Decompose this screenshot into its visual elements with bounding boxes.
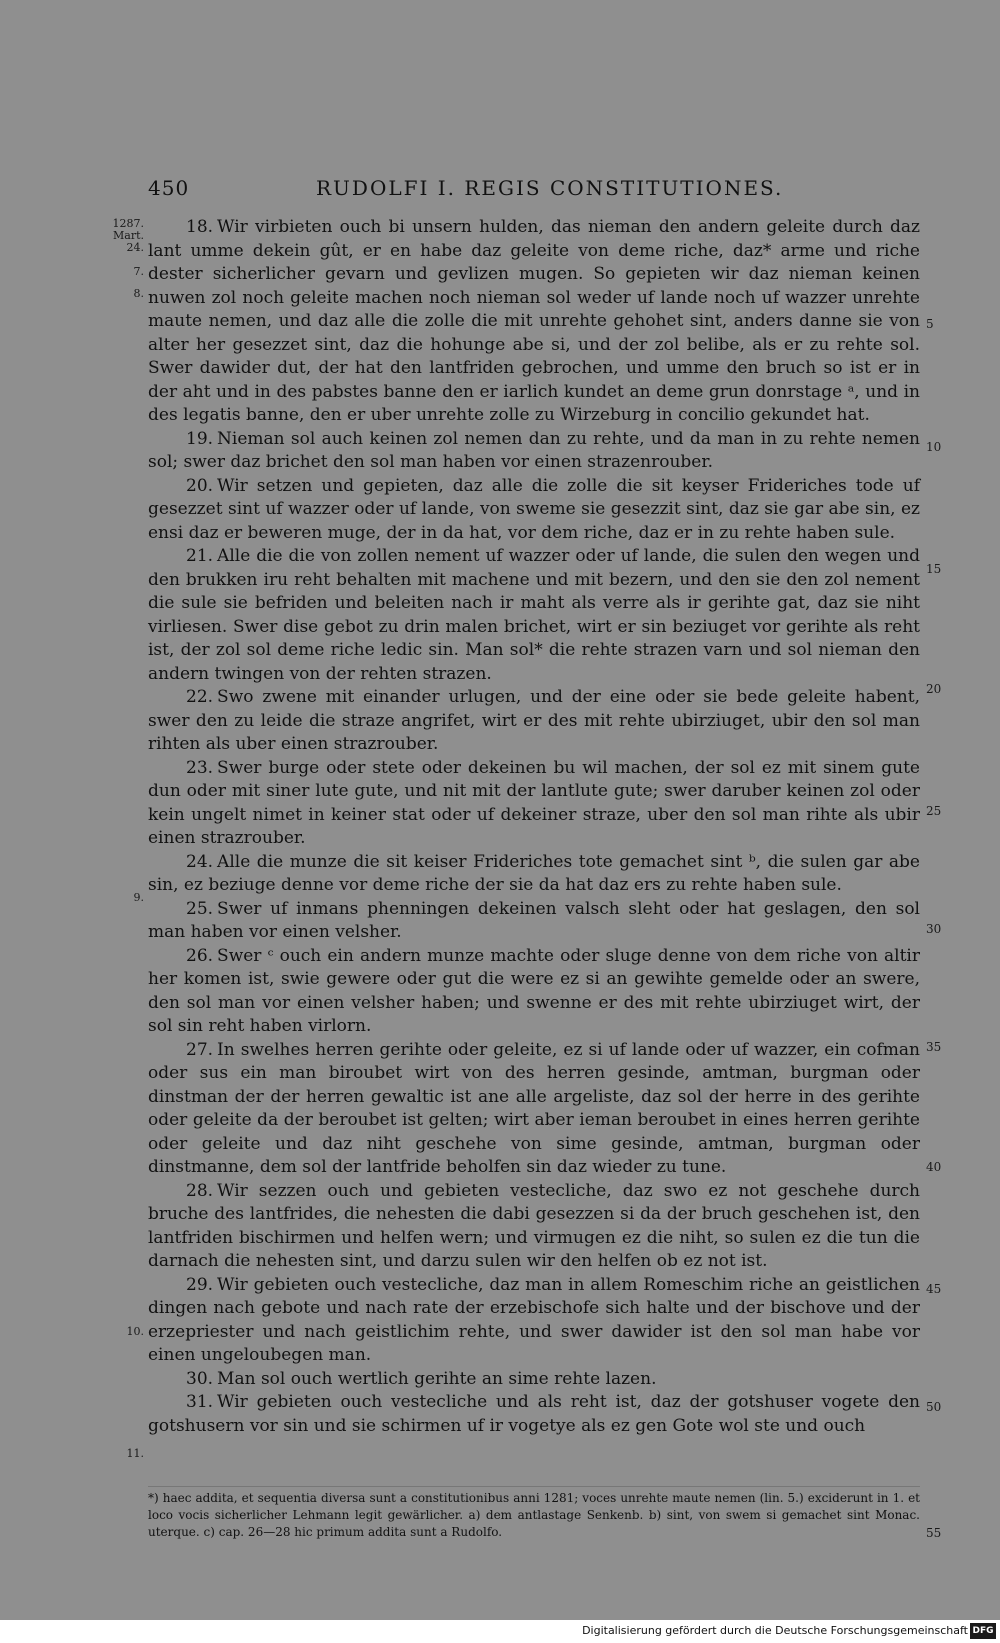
paragraph bbox=[148, 1039, 920, 1180]
line-number: 45 bbox=[926, 1282, 942, 1296]
footnotes bbox=[148, 1490, 920, 1541]
paragraph-text: Wir gebieten ouch vestecliche und als reht ist, daz der gotshuser vogete den gotshusern vor sin und sie schirmen uf ir vogetye als ez gen Gote wol ste und ouch bbox=[148, 1392, 920, 1436]
paragraph-text: Nieman sol auch keinen zol nemen dan zu rehte, und da man in zu rehte nemen sol; swer daz brichet den sol man haben vor einen strazenrouber. bbox=[148, 428, 920, 472]
line-number: 55 bbox=[926, 1526, 942, 1540]
paragraph bbox=[148, 216, 920, 428]
dfg-banner-text: Digitalisierung gefördert durch die Deutsche Forschungsgemeinschaft bbox=[582, 1624, 968, 1637]
paragraph-number: 18. bbox=[186, 217, 214, 237]
paragraph bbox=[148, 1274, 920, 1368]
paragraph bbox=[148, 757, 920, 851]
margin-note: 9. bbox=[133, 891, 144, 904]
running-head bbox=[148, 176, 920, 206]
paragraph-number: 27. bbox=[186, 1039, 214, 1060]
dfg-banner bbox=[0, 1620, 1000, 1643]
line-number: 40 bbox=[926, 1160, 942, 1174]
paragraph-text: In swelhes herren gerihte oder geleite, ez si uf lande oder uf wazzer, ein cofman oder sus ein man biroubet wirt von des herren gesinde, amtman, burgman oder dinstman der der herren gewaltic ist ane alle argeliste, daz sol der herre in des gerihte oder geleite da der beroubet ist gelten; wirt aber ieman beroubet in eines herren gerihte oder geleite und daz niht geschehe von sime gesinde, amtman, burgman oder dinstmanne, dem sol der lantfride beholfen sin daz wieder zu tune. bbox=[148, 1039, 920, 1177]
main-text bbox=[148, 216, 920, 1438]
paragraph-text: Man sol ouch wertlich gerihte an sime rehte lazen. bbox=[217, 1368, 657, 1389]
paragraph bbox=[148, 898, 920, 945]
paragraph-text: Alle die munze die sit keiser Frideriches tote gemachet sint ᵇ, die sulen gar abe sin, ez beziuge denne vor deme riche der sie da hat daz ers zu rehte haben sule. bbox=[148, 851, 920, 895]
footnote: *) haec addita, et sequentia diversa sunt a constitutionibus anni 1281; voces unrehte maute nemen (lin. 5.) exciderunt in 1. et loco vocis sicherlicher Lehmann legit gewärlicher. a) dem antlastage Senkenb. b) sint, von swem si gemachet sint Monac. uterque. c) cap. 26—28 hic primum addita sunt a Rudolfo. bbox=[148, 1491, 920, 1539]
paragraph bbox=[148, 1368, 920, 1392]
line-number: 15 bbox=[926, 562, 942, 576]
paragraph-number: 20. bbox=[186, 475, 214, 496]
line-number: 25 bbox=[926, 804, 942, 818]
footnote-divider bbox=[148, 1486, 920, 1487]
paragraph bbox=[148, 1391, 920, 1438]
paragraph-text: Wir virbieten ouch bi unsern hulden, das nieman den andern geleite durch daz lant umme dekein gût, er en habe daz geleite von deme riche, daz* arme und riche dester sicherlicher gevarn und gevlizen mugen. So gepieten wir daz nieman keinen nuwen zol noch geleite machen noch nieman sol weder uf lande noch uf wazzer unrehte maute nemen, und daz alle die zolle die mit unrehte gehohet sint, anders danne sie von alter her gesezzet sint, daz die hohunge abe si, und der zol belibe, als er zu rehte sol. Swer dawider dut, der hat den lantfriden gebrochen, und umme den bruch so ist er in der aht und in des pabstes banne den er iarlich kundet an deme grun donrstage ᵃ, und in des legatis banne, den er uber unrehte zolle zu Wirzeburg in concilio gekundet hat. bbox=[148, 217, 920, 425]
paragraph-number: 31. bbox=[186, 1392, 214, 1412]
paragraph-text: Wir gebieten ouch vestecliche, daz man in allem Romeschim riche an geistlichen dingen nach gebote und nach rate der erzebischofe sich halte und der bischove und der erzepriester und nach geistlichim rehte, und swer dawider ist den sol man habe vor einen ungeloubegen man. bbox=[148, 1274, 920, 1365]
line-number: 10 bbox=[926, 440, 942, 454]
margin-note: 11. bbox=[126, 1447, 144, 1460]
line-number: 50 bbox=[926, 1400, 942, 1414]
paragraph-text: Swer burge oder stete oder dekeinen bu wil machen, der sol ez mit sinem gute dun oder mit siner lute gute, und nit mit der lantlute gute; swer daruber keinen zol oder kein ungelt nimet in keiner stat oder uf dekeiner straze, uber den sol man rihte als ubir einen strazrouber. bbox=[148, 757, 920, 848]
paragraph bbox=[148, 686, 920, 757]
paragraph-number: 21. bbox=[186, 546, 214, 566]
paragraph-number: 25. bbox=[186, 898, 214, 919]
paragraph bbox=[148, 475, 920, 546]
paragraph-number: 22. bbox=[186, 687, 214, 707]
page-number: 450 bbox=[148, 176, 190, 200]
margin-note: 8. bbox=[133, 287, 144, 300]
margin-note: 1287. Mart. 24. bbox=[112, 217, 144, 254]
paragraph-number: 26. bbox=[186, 945, 214, 966]
margin-note: 7. bbox=[133, 265, 144, 278]
dfg-logo-icon: DFG bbox=[970, 1623, 996, 1639]
paragraph bbox=[148, 1180, 920, 1274]
paragraph-number: 28. bbox=[186, 1180, 214, 1201]
paragraph-text: Wir sezzen ouch und gebieten vestecliche, daz swo ez not geschehe durch bruche des lantfrides, die nehesten die dabi gesezzen si da der bruch geschehen ist, den lantfriden bischirmen und helfen wern; und virmugen ez die niht, so sulen ez die tun die darnach die nehesten sint, und darzu sulen wir den helfen ob ez not ist. bbox=[148, 1180, 920, 1271]
paragraph-text: Swer ᶜ ouch ein andern munze machte oder sluge denne von dem riche von altir her komen ist, swie gewere oder gut die were ez si an gewihte gemelde oder an swere, den sol man vor einen velsher haben; und swenne er des mit rehte ubirziuget wirt, der sol sin reht haben virlorn. bbox=[148, 945, 920, 1036]
margin-note: 10. bbox=[126, 1325, 144, 1338]
paragraph-number: 30. bbox=[186, 1368, 214, 1389]
paragraph-number: 24. bbox=[186, 851, 214, 872]
paragraph bbox=[148, 545, 920, 686]
line-number: 30 bbox=[926, 922, 942, 936]
paragraph-number: 23. bbox=[186, 757, 214, 778]
paragraph-text: Wir setzen und gepieten, daz alle die zolle die sit keyser Frideriches tode uf gesezzet sint uf wazzer oder uf lande, von sweme sie gesezzit sint, daz sie gar abe sin, ez ensi daz er beweren muge, der in da hat, vor dem riche, daz er in zu rehte haben sule. bbox=[148, 475, 920, 543]
paragraph-number: 19. bbox=[186, 428, 214, 449]
line-number: 35 bbox=[926, 1040, 942, 1054]
paragraph-text: Swer uf inmans phenningen dekeinen valsch sleht oder hat geslagen, den sol man haben vor einen velsher. bbox=[148, 898, 920, 942]
paragraph-number: 29. bbox=[186, 1274, 214, 1295]
paragraph-text: Swo zwene mit einander urlugen, und der eine oder sie bede geleite habent, swer den zu leide die straze angrifet, wirt er des mit rehte ubirziuget, ubir den sol man rihten als uber einen strazrouber. bbox=[148, 687, 920, 754]
line-number: 5 bbox=[926, 317, 934, 331]
page-title: RUDOLFI I. REGIS CONSTITUTIONES. bbox=[316, 176, 784, 200]
paragraph bbox=[148, 945, 920, 1039]
line-number: 20 bbox=[926, 682, 942, 696]
paragraph-text: Alle die die von zollen nement uf wazzer oder uf lande, die sulen den wegen und den brukken iru reht behalten mit machene und mit bezern, und den sie den zol nement die sule sie befriden und beleiten nach ir maht als verre als ir gerihte gat, daz sie niht virliesen. Swer dise gebot zu drin malen brichet, wirt er sin beziuget vor gerihte als reht ist, der zol sol deme riche ledic sin. Man sol* die rehte strazen varn und sol nieman den andern twingen von der rehten strazen. bbox=[148, 546, 920, 684]
paragraph bbox=[148, 851, 920, 898]
paragraph bbox=[148, 428, 920, 475]
